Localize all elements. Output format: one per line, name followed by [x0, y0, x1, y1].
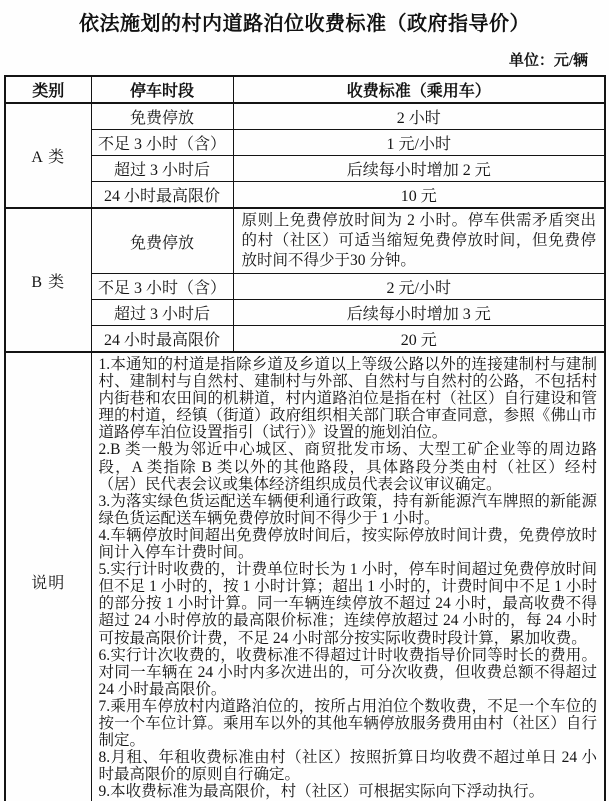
period-cell: 不足 3 小时（含） — [91, 130, 233, 156]
header-standard: 收费标准（乘用车） — [233, 76, 605, 103]
note-item: 6.实行计次收费的，收费标准不得超过计时收费指导价同等时长的费用。对同一车辆在 24 小时内多次进出的，可分次收费，但收费总额不得超过 24 小时最高限价。 — [98, 646, 597, 698]
notes-row — [5, 352, 605, 801]
fee-standard-table — [4, 75, 606, 801]
table-row — [5, 300, 605, 326]
period-cell: 超过 3 小时后 — [91, 300, 233, 326]
note-item: 2.B 类一般为邻近中心城区、商贸批发市场、大型工矿企业等的周边路段，A 类指除 B 类以外的其他路段，具体路段分类由村（社区）经村（居）民代表会议或集体经济组织成员代表会议审议确定。 — [98, 441, 597, 493]
table-row — [5, 130, 605, 156]
note-item: 3.为落实绿色货运配送车辆便利通行政策，持有新能源汽车牌照的新能源绿色货运配送车辆免费停放时间不得少于 1 小时。 — [98, 492, 597, 527]
standard-cell: 20 元 — [233, 326, 605, 353]
table-row — [5, 103, 605, 130]
period-cell: 24 小时最高限价 — [91, 326, 233, 353]
header-category: 类别 — [5, 76, 91, 103]
table-row — [5, 156, 605, 182]
standard-cell: 原则上免费停放时间为 2 小时。停车供需矛盾突出的村（社区）可适当缩短免费停放时间，但免费停放时间不得少于30 分钟。 — [233, 208, 605, 274]
period-cell: 免费停放 — [91, 103, 233, 130]
page-title: 依法施划的村内道路泊位收费标准（政府指导价） — [79, 13, 530, 35]
period-cell: 免费停放 — [91, 208, 233, 274]
note-item: 8.月租、年租收费标准由村（社区）按照折算日均收费不超过单日 24 小时最高限价的原则自行确定。 — [98, 749, 597, 784]
standard-cell: 2 小时 — [233, 103, 605, 130]
period-cell: 24 小时最高限价 — [91, 182, 233, 209]
table-row — [5, 326, 605, 353]
table-row — [5, 182, 605, 209]
header-period: 停车时段 — [91, 76, 233, 103]
table-row — [5, 208, 605, 274]
notes-content — [91, 352, 605, 801]
note-item: 9.本收费标准为最高限价，村（社区）可根据实际向下浮动执行。 — [98, 783, 545, 801]
period-cell: 不足 3 小时（含） — [91, 274, 233, 300]
period-cell: 超过 3 小时后 — [91, 156, 233, 182]
table-row — [5, 274, 605, 300]
unit-label: 单位：元/辆 — [508, 53, 588, 69]
standard-cell: 10 元 — [233, 182, 605, 209]
note-item: 1.本通知的村道是指除乡道及乡道以上等级公路以外的连接建制村与建制村、建制村与自然村、建制村与外部、自然村与自然村的公路，不包括村内街巷和农田间的机耕道，村内道路泊位是指在村（社区）自行建设和管理的村道，经镇（街道）政府组织相关部门联合审查同意，参照《佛山市道路停车泊位设置指引（试行）》设置的施划泊位。 — [98, 356, 597, 442]
standard-cell: 后续每小时增加 2 元 — [233, 156, 605, 182]
table-header-row — [5, 76, 605, 103]
note-item: 7.乘用车停放村内道路泊位的，按所占用泊位个数收费，不足一个车位的按一个车位计算。乘用车以外的其他车辆停放服务费用由村（社区）自行制定。 — [98, 697, 597, 750]
category-a-label: A 类 — [5, 103, 91, 208]
note-item: 5.实行计时收费的，计费单位时长为 1 小时，停车时间超过免费停放时间但不足 1 小时的，按 1 小时计算；超出 1 小时的，计费时间中不足 1 小时的部分按 1 小时计算。同一车辆连续停放不超过 24 小时，最高收费不得超过 24 小时停放的最高限价标准；连续停放超过 24 小时的，每 24 小时可按最高限价计费，不足 24 小时部分按实际收费时段计算，累加收费。 — [98, 561, 597, 647]
category-b-label: B 类 — [5, 208, 91, 352]
standard-cell: 1 元/小时 — [233, 130, 605, 156]
standard-cell: 2 元/小时 — [233, 274, 605, 300]
note-item: 4.车辆停放时间超出免费停放时间后，按实际停放时间计费，免费停放时间计入停车计费时间。 — [98, 526, 597, 562]
notes-label: 说明 — [5, 352, 91, 801]
standard-cell: 后续每小时增加 3 元 — [233, 300, 605, 326]
